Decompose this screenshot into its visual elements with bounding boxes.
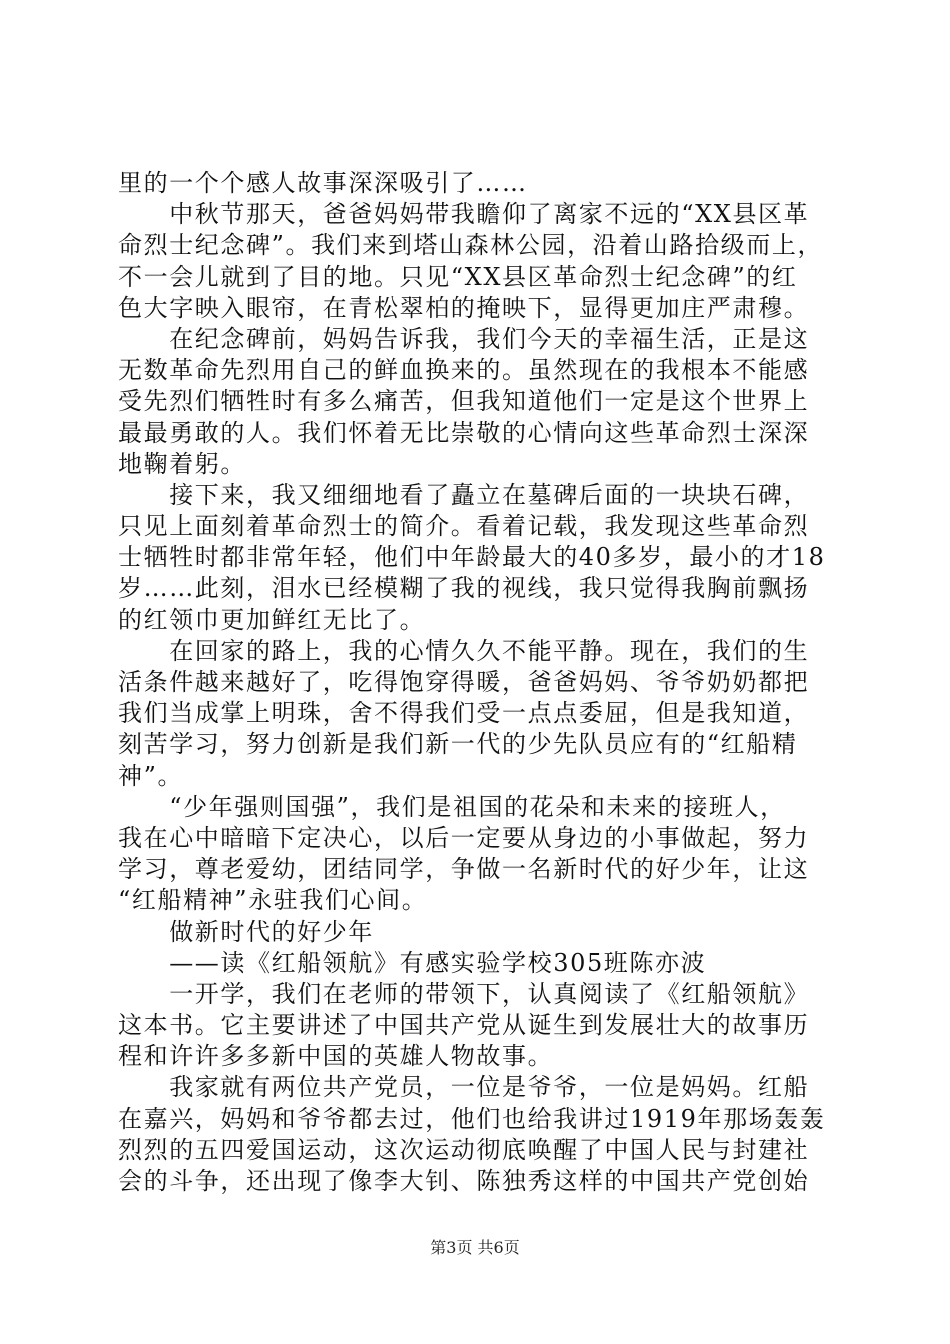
text-line: 我们当成掌上明珠，舍不得我们受一点点委屈，但是我知道， [118, 699, 810, 728]
text-line: 会的斗争，还出现了像李大钊、陈独秀这样的中国共产党创始 [118, 1167, 810, 1195]
text-line: 我家就有两位共产党员，一位是爷爷，一位是妈妈。红船 [118, 1073, 810, 1102]
text-line: 士牺牲时都非常年轻，他们中年龄最大的40多岁，最小的才18 [118, 543, 826, 572]
text-line: “少年强则国强”，我们是祖国的花朵和未来的接班人， [118, 792, 786, 821]
text-line: 接下来，我又细细地看了矗立在墓碑后面的一块块石碑， [118, 480, 810, 509]
document-body [118, 168, 836, 1197]
text-line: 程和许许多多新中国的英雄人物故事。 [118, 1042, 554, 1071]
page-number-footer: 第3页 共6页 [430, 1238, 520, 1257]
text-line: 刻苦学习，努力创新是我们新一代的少先队员应有的“红船精 [118, 730, 798, 759]
section-subtitle: ——读《红船领航》有感实验学校305班陈亦波 [118, 948, 707, 977]
text-line: 烈烈的五四爱国运动，这次运动彻底唤醒了中国人民与封建社 [118, 1135, 810, 1164]
text-line: 一开学，我们在老师的带领下，认真阅读了《红船领航》 [118, 979, 810, 1008]
text-line: 在纪念碑前，妈妈告诉我，我们今天的幸福生活，正是这 [118, 324, 810, 353]
text-line: 活条件越来越好了，吃得饱穿得暖，爸爸妈妈、爷爷奶奶都把 [118, 668, 810, 696]
text-line: 神”。 [118, 761, 184, 790]
text-line: 在回家的路上，我的心情久久不能平静。现在，我们的生 [118, 636, 810, 665]
text-line: 学习，尊老爱幼，团结同学，争做一名新时代的好少年，让这 [118, 855, 810, 884]
text-line: 的红领巾更加鲜红无比了。 [118, 605, 426, 634]
text-line: 受先烈们牺牲时有多么痛苦，但我知道他们一定是这个世界上 [118, 387, 810, 416]
text-line: 不一会儿就到了目的地。只见“XX县区革命烈士纪念碑”的红 [118, 262, 798, 291]
text-line: 在嘉兴，妈妈和爷爷都去过，他们也给我讲过1919年那场轰轰 [118, 1104, 826, 1133]
text-line: 岁……此刻，泪水已经模糊了我的视线，我只觉得我胸前飘扬 [118, 574, 810, 603]
text-line: 里的一个个感人故事深深吸引了…… [118, 169, 528, 197]
text-line: “红船精神”永驻我们心间。 [118, 886, 428, 915]
section-title: 做新时代的好少年 [118, 917, 374, 946]
text-line: 最最勇敢的人。我们怀着无比崇敬的心情向这些革命烈士深深 [118, 418, 810, 447]
text-line: 命烈士纪念碑”。我们来到塔山森林公园，沿着山路拾级而上， [118, 231, 824, 260]
text-line: 这本书。它主要讲述了中国共产党从诞生到发展壮大的故事历 [118, 1011, 810, 1040]
text-line: 中秋节那天，爸爸妈妈带我瞻仰了离家不远的“XX县区革 [118, 200, 810, 229]
text-line: 地鞠着躬。 [118, 449, 246, 478]
text-line: 我在心中暗暗下定决心，以后一定要从身边的小事做起，努力 [118, 823, 810, 852]
text-line: 色大字映入眼帘，在青松翠柏的掩映下，显得更加庄严肃穆。 [118, 293, 810, 322]
text-line: 无数革命先烈用自己的鲜血换来的。虽然现在的我根本不能感 [118, 356, 810, 385]
text-line: 只见上面刻着革命烈士的简介。看着记载，我发现这些革命烈 [118, 512, 810, 541]
